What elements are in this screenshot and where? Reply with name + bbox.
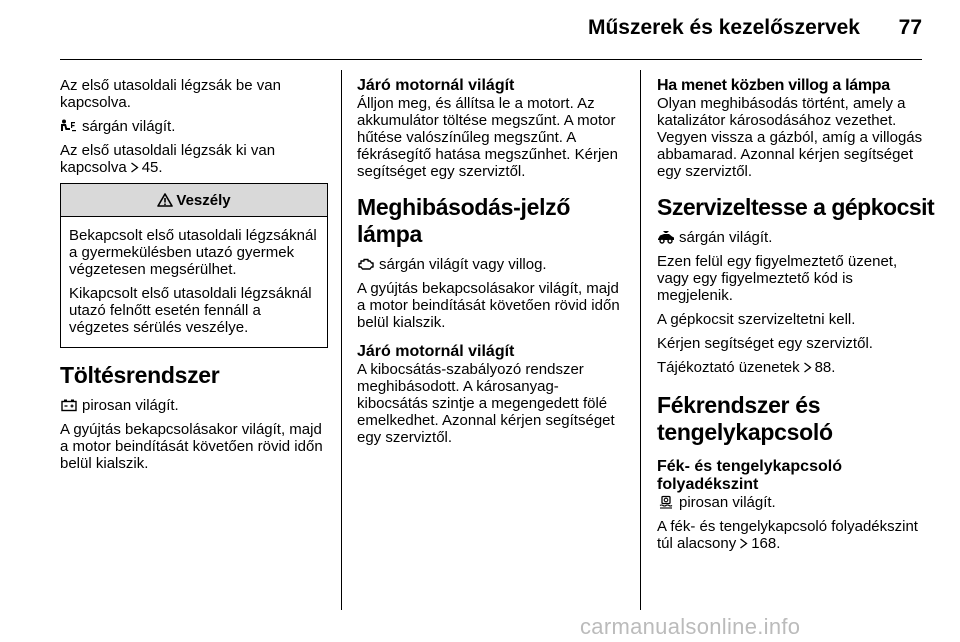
paragraph-text: Az első utasoldali légzsák ki van kapcsolva — [60, 142, 276, 176]
section-heading: Szervizeltesse a gépkocsit — [657, 194, 935, 220]
column-3 — [657, 77, 935, 559]
warning-box — [60, 183, 328, 348]
paragraph — [357, 256, 625, 273]
section-heading: Meghibásodás-jelző lámpa — [357, 194, 571, 247]
paragraph-text: pirosan világít. — [679, 494, 776, 511]
paragraph: Ezen felül egy figyelmeztető üzenet, vagy egy figyelmeztető kód is megjelenik. — [657, 253, 898, 304]
section-heading: Fékrendszer és tengelykapcsoló — [657, 392, 833, 445]
paragraph-text: A fék- és tengelykapcsoló folyadékszint túl alacsony — [657, 518, 918, 552]
warning-text: Bekapcsolt első utasoldali légzsáknál a gyermekülésben utazó gyermek végzetesen megsérülhet. — [69, 227, 317, 278]
page-reference[interactable]: 88. — [814, 359, 836, 376]
cross-reference-icon[interactable] — [739, 538, 748, 549]
paragraph-text: Tájékoztató üzenetek — [657, 359, 800, 376]
subsection-heading: Járó motornál világít — [357, 77, 515, 94]
warning-title: Veszély — [176, 192, 231, 209]
subsection-heading: Járó motornál világít — [357, 343, 515, 360]
airbag-on-icon — [60, 119, 78, 133]
battery-icon — [60, 398, 78, 412]
engine-check-icon — [357, 257, 375, 271]
column-divider — [341, 70, 342, 610]
paragraph — [657, 229, 925, 246]
paragraph — [60, 118, 328, 135]
watermark: carmanualsonline.info — [580, 614, 801, 639]
cross-reference-icon[interactable] — [803, 362, 812, 373]
paragraph — [60, 397, 328, 414]
paragraph: Álljon meg, és állítsa le a motort. Az akkumulátor töltése megszűnt. A motor hűtése valószínűleg megszűnt. A fékrásegítő hatása megszűnhet. Kérjen segítséget egy szerviztől. — [357, 95, 618, 180]
subsection-heading: Ha menet közben villog a lámpa — [657, 77, 890, 94]
paragraph: A gyújtás bekapcsolásakor világít, majd a motor beindítását követően rövid időn belül kialszik. — [60, 421, 323, 472]
paragraph: Kérjen segítséget egy szerviztől. — [657, 335, 873, 352]
brake-fluid-icon — [657, 495, 675, 509]
paragraph: A gyújtás bekapcsolásakor világít, majd a motor beindítását követően rövid időn belül kialszik. — [357, 280, 620, 331]
header-title: Műszerek és kezelőszervek — [587, 16, 860, 39]
page-number: 77 — [898, 16, 922, 39]
header-rule — [60, 59, 922, 60]
column-1 — [60, 77, 328, 479]
column-divider — [640, 70, 641, 610]
paragraph-text: sárgán világít. — [679, 229, 773, 246]
paragraph-text: sárgán világít. — [82, 118, 176, 135]
page-reference[interactable]: 168. — [751, 535, 781, 552]
section-heading: Töltésrendszer — [60, 362, 220, 388]
paragraph-text: pirosan világít. — [82, 397, 179, 414]
paragraph: Az első utasoldali légzsák be van kapcsolva. — [60, 77, 281, 111]
paragraph — [60, 142, 328, 176]
page-reference[interactable]: 45. — [141, 159, 163, 176]
paragraph — [657, 359, 925, 376]
service-vehicle-icon — [657, 230, 675, 244]
paragraph: A kibocsátás-szabályozó rendszer meghibásodott. A károsanyag-kibocsátás szintje a megengedett fölé emelkedhet. Azonnal kérjen segítséget egy szerviztől. — [357, 361, 615, 446]
warning-header — [61, 184, 327, 217]
subsection-heading: Fék- és tengelykapcsoló folyadékszint — [657, 458, 842, 493]
paragraph — [657, 518, 925, 552]
cross-reference-icon[interactable] — [130, 162, 139, 173]
warning-body — [61, 217, 327, 347]
paragraph: Olyan meghibásodás történt, amely a katalizátor károsodásához vezethet. Vegyen vissza a gázból, amíg a villogás abbamarad. Azonnal kérjen segítséget egy szerviztől. — [657, 95, 923, 180]
paragraph-text: sárgán világít vagy villog. — [379, 256, 547, 273]
column-2 — [357, 77, 625, 453]
warning-text: Kikapcsolt első utasoldali légzsáknál utazó felnőtt esetén fennáll a végzetes sérülés veszélye. — [69, 285, 312, 336]
paragraph — [657, 494, 925, 511]
paragraph: A gépkocsit szervizeltetni kell. — [657, 311, 856, 328]
warning-triangle-icon — [157, 193, 173, 207]
